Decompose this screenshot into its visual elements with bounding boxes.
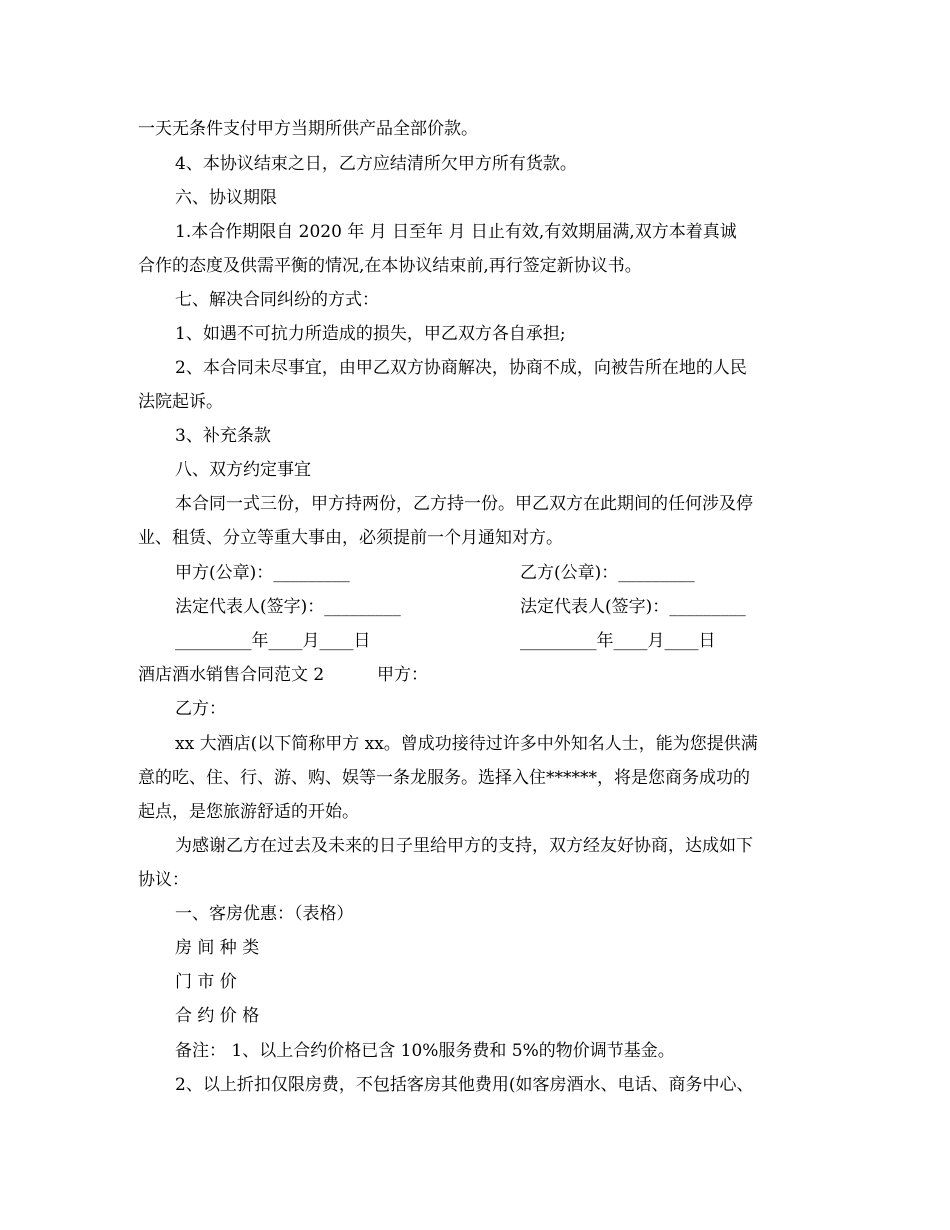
paragraph-line: xx 大酒店(以下简称甲方 xx。曾成功接待过许多中外知名人士，能为您提供满 <box>175 734 758 754</box>
party-b-date-field: _________年____月____日 <box>520 631 716 651</box>
table-header-contract-price: 合 约 价 格 <box>175 1006 260 1026</box>
section-heading: 一、客房优惠：（表格） <box>175 904 354 924</box>
paragraph-line: 一天无条件支付甲方当期所供产品全部价款。 <box>138 119 478 139</box>
paragraph-line: 2、本合同未尽事宜，由甲乙双方协商解决，协商不成，向被告所在地的人民 <box>175 358 747 378</box>
paragraph-line: 本合同一式三份，甲方持两份，乙方持一份。甲乙双方在此期间的任何涉及停 <box>175 494 753 514</box>
paragraph-line: 业、租赁、分立等重大事由，必须提前一个月通知对方。 <box>138 528 563 548</box>
party-b-label: 乙方： <box>175 699 226 719</box>
paragraph-line: 协议： <box>138 870 189 890</box>
party-a-label: 甲方： <box>377 665 428 685</box>
table-header-rack-rate: 门 市 价 <box>175 972 237 992</box>
paragraph-line: 4、本协议结束之日，乙方应结清所欠甲方所有货款。 <box>175 154 577 174</box>
paragraph-line: 意的吃、住、行、游、购、娱等一条龙服务。选择入住******，将是您商务成功的 <box>138 768 750 788</box>
paragraph-line: 3、补充条款 <box>175 426 271 446</box>
paragraph-line: 起点，是您旅游舒适的开始。 <box>138 802 359 822</box>
section-heading: 七、解决合同纠纷的方式： <box>175 290 379 310</box>
paragraph-line: 合作的态度及供需平衡的情况,在本协议结束前,再行签定新协议书。 <box>138 256 642 276</box>
note-line: 备注： 1、以上合约价格已含 10%服务费和 5%的物价调节基金。 <box>175 1041 675 1061</box>
table-header-room-type: 房 间 种 类 <box>175 938 260 958</box>
party-a-date-field: _________年____月____日 <box>175 631 371 651</box>
section-heading: 六、协议期限 <box>175 188 277 208</box>
paragraph-line: 法院起诉。 <box>138 392 223 412</box>
party-a-representative-field: 法定代表人(签字)：_________ <box>175 597 401 617</box>
party-b-seal-field: 乙方(公章)：_________ <box>520 563 695 583</box>
paragraph-line: 为感谢乙方在过去及未来的日子里给甲方的支持，双方经友好协商，达成如下 <box>175 836 753 856</box>
party-a-seal-field: 甲方(公章)：_________ <box>175 563 350 583</box>
contract-title: 酒店酒水销售合同范文 2 <box>138 665 325 685</box>
paragraph-line: 1.本合作期限自 2020 年 月 日至年 月 日止有效,有效期届满,双方本着真诚 <box>175 222 737 242</box>
party-b-representative-field: 法定代表人(签字)：_________ <box>520 597 746 617</box>
section-heading: 八、双方约定事宜 <box>175 460 311 480</box>
paragraph-line: 2、以上折扣仅限房费，不包括客房其他费用(如客房酒水、电话、商务中心、 <box>175 1075 754 1095</box>
paragraph-line: 1、如遇不可抗力所造成的损失，甲乙双方各自承担; <box>175 324 566 344</box>
